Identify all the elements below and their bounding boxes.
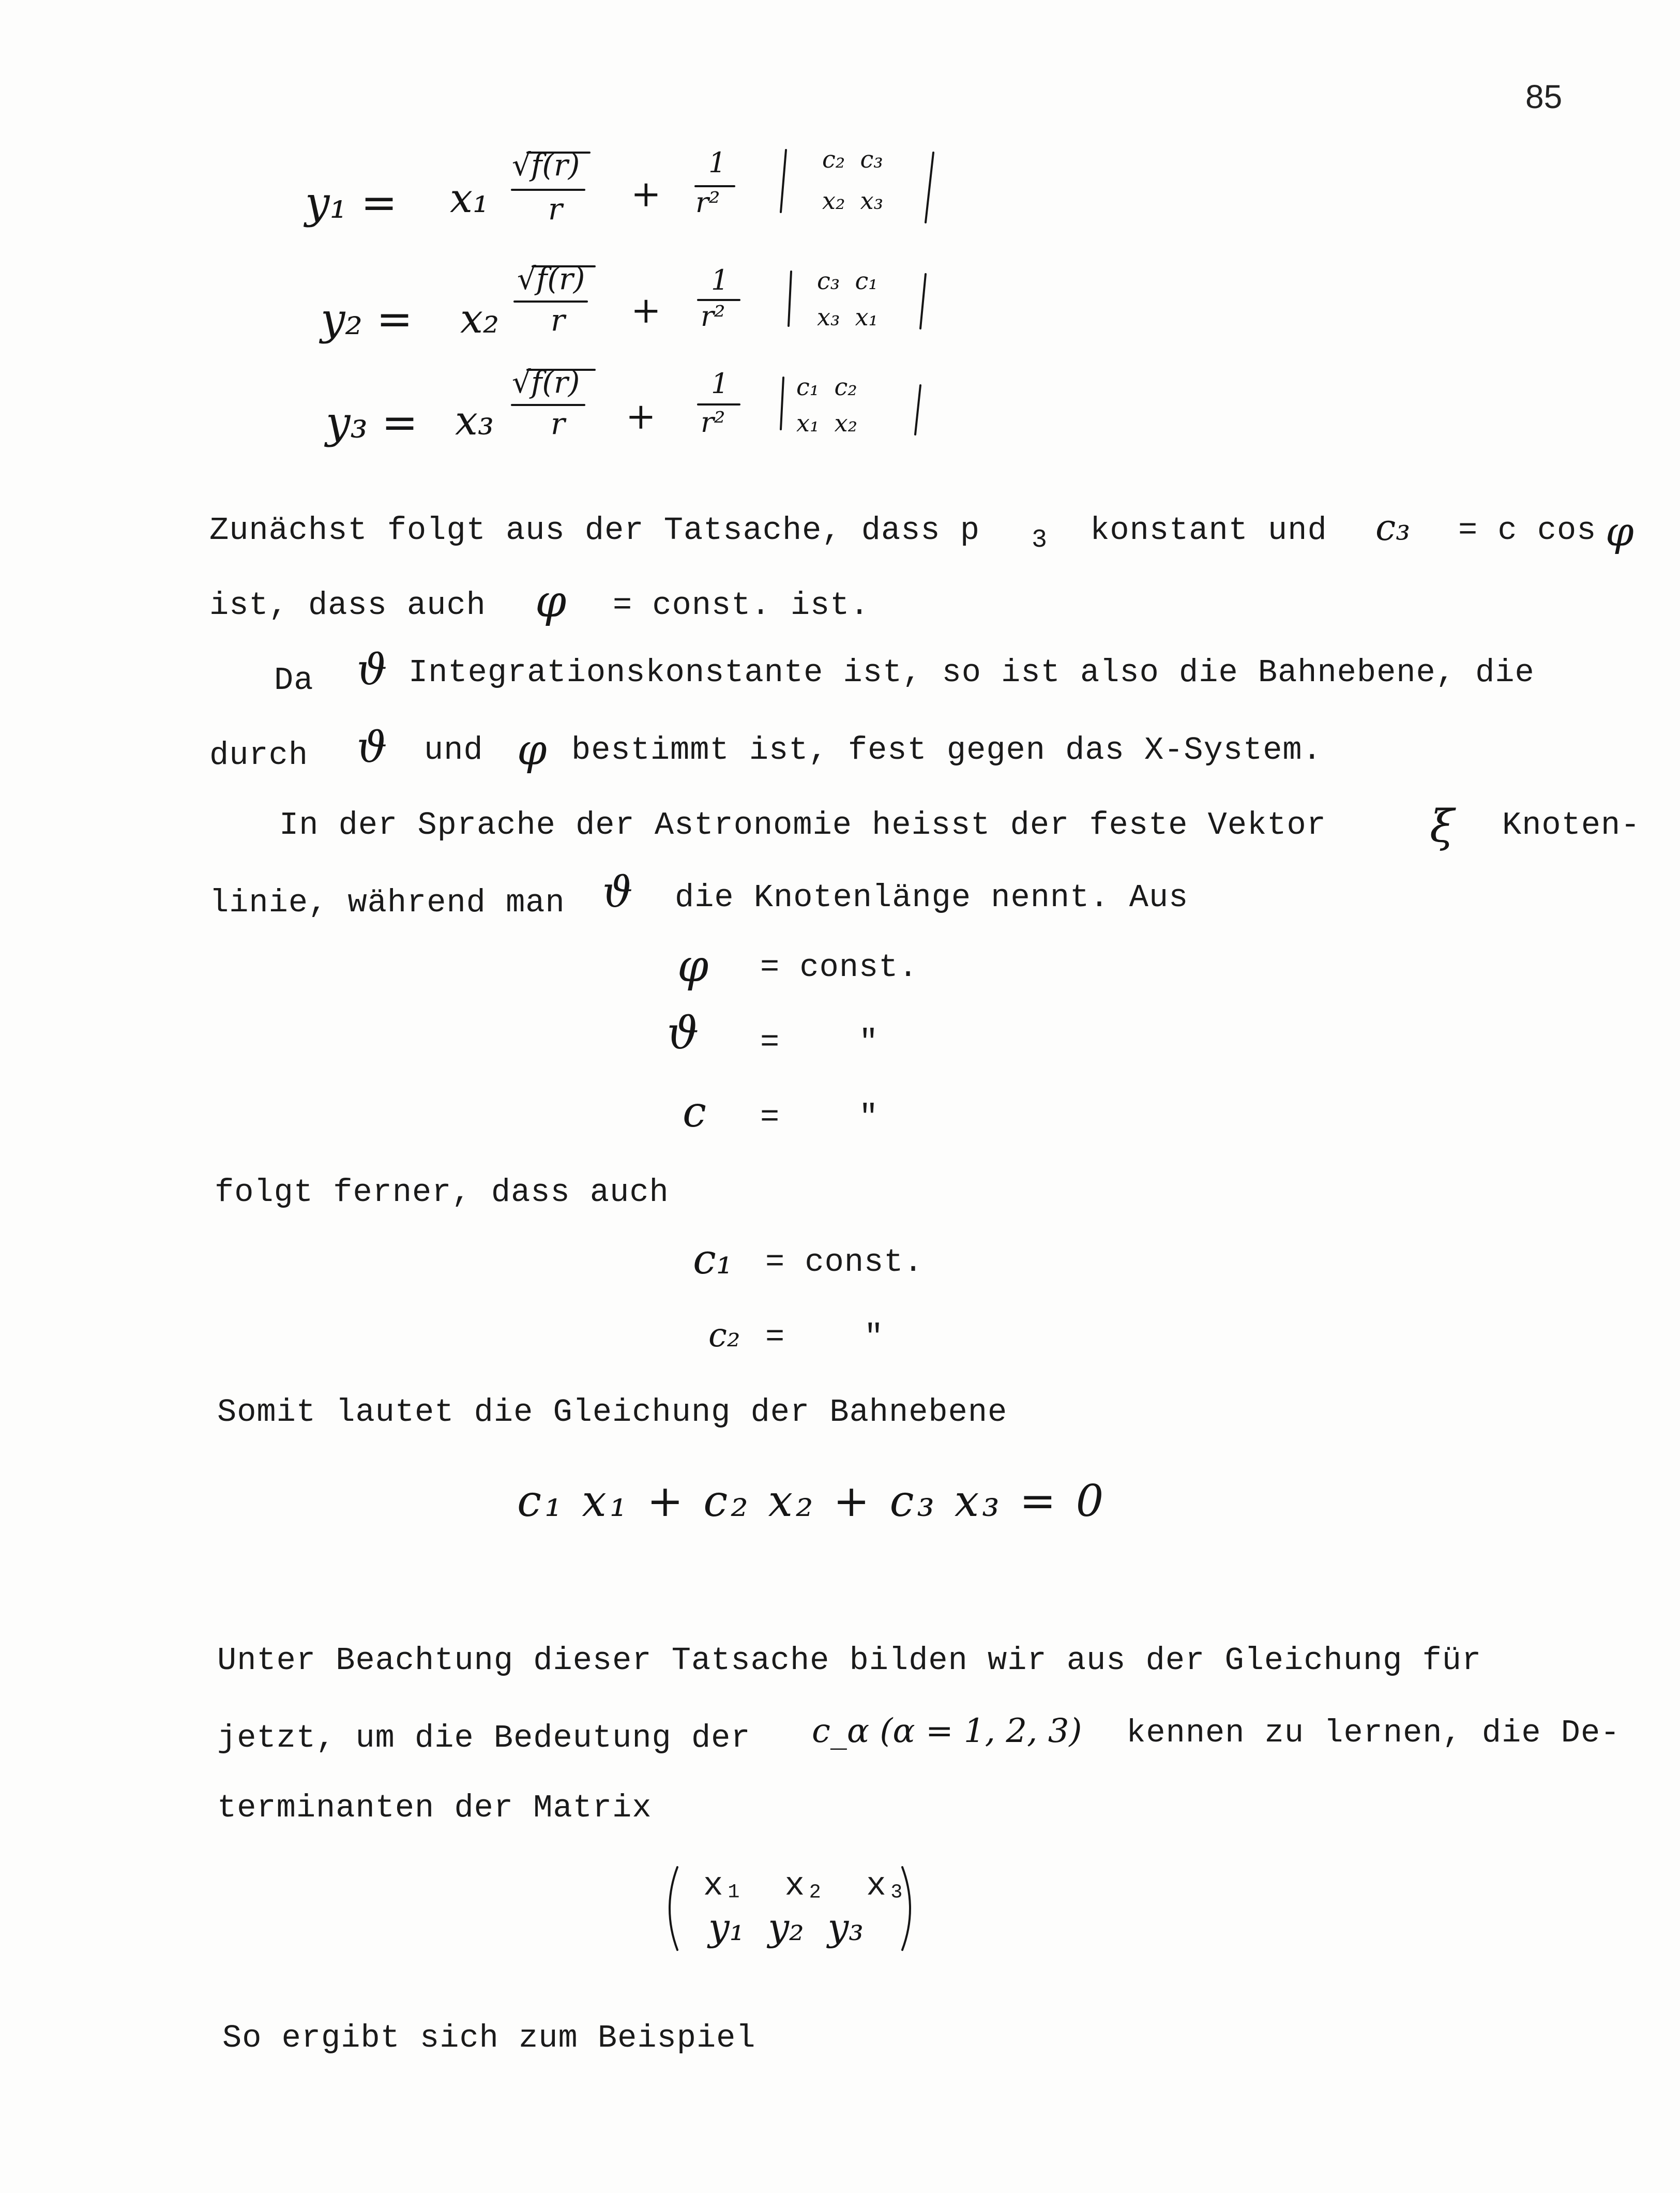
equation-y1-den: r: [548, 191, 563, 227]
paragraph-1-phi: φ: [1606, 509, 1634, 555]
equation-y3-r2: r²: [701, 406, 725, 439]
paragraph-3-line-1b: Knoten-: [1502, 807, 1641, 844]
constant-c1-symbol: c₁: [693, 1235, 733, 1283]
paragraph-6-line-3: terminanten der Matrix: [217, 1790, 652, 1826]
equation-y1-r2: r²: [695, 186, 720, 219]
equation-y3-den: r: [551, 406, 565, 441]
paragraph-6-line-2b: kennen zu lernen, die De-: [1107, 1715, 1621, 1751]
equation-y3-one: 1: [711, 367, 729, 400]
constant-c2-symbol: c₂: [708, 1316, 740, 1355]
constant-phi-value: = const.: [760, 949, 918, 986]
paragraph-1-line-2a: ist, dass auch: [209, 587, 506, 624]
paragraph-1-c3: c₃: [1375, 506, 1411, 549]
determinant-bar: [789, 272, 791, 326]
paragraph-7: So ergibt sich zum Beispiel: [222, 2020, 756, 2056]
paragraph-1-phi-2: φ: [535, 576, 567, 627]
paragraph-2-line-2c: bestimmt ist, fest gegen das X-System.: [571, 732, 1322, 769]
equation-y2-root: √f(r): [517, 261, 585, 296]
paragraph-2-theta: ϑ: [357, 645, 387, 695]
paragraph-6-line-2a: jetzt, um die Bedeutung der: [217, 1720, 770, 1756]
equation-y1-det-bot: x₂ x₃: [822, 187, 884, 215]
plane-equation: c₁ x₁ + c₂ x₂ + c₃ x₃ = 0: [517, 1476, 1107, 1526]
equation-y3-lhs: y₃ =: [326, 397, 418, 448]
equation-y3-x: x₃: [455, 398, 494, 444]
determinant-bar: [920, 274, 926, 328]
equation-y3-det-top: c₁ c₂: [796, 373, 857, 401]
constant-c-symbol: c: [683, 1088, 706, 1137]
equation-y1-plus: +: [631, 173, 661, 215]
paragraph-3-line-2a: linie, während man: [209, 884, 585, 921]
matrix-row-y: y₁ y₂ y₃: [708, 1905, 864, 1949]
paragraph-1-subscript: 3: [1032, 525, 1048, 555]
constant-theta-value: = ": [760, 1024, 879, 1061]
equation-y2-lhs: y₂ =: [321, 294, 413, 344]
paragraph-1-line-2b: = const. ist.: [613, 587, 870, 624]
equation-y3-root: √f(r): [512, 365, 580, 400]
paragraph-6-c-alpha: c_α (α = 1, 2, 3): [812, 1712, 1082, 1750]
paragraph-2-line-2a: durch: [209, 737, 328, 774]
paragraph-3-line-2b: die Knotenlänge nennt. Aus: [675, 879, 1189, 916]
constant-c2-value: = ": [765, 1319, 884, 1356]
equation-y1-root: √f(r): [512, 147, 580, 183]
equation-y2-plus: +: [631, 289, 661, 332]
paragraph-2-line-1a: Da: [274, 662, 334, 699]
matrix-left-paren: [670, 1867, 677, 1950]
paragraph-3-theta: ϑ: [602, 868, 633, 917]
paragraph-1-line-1c: = c cos: [1458, 512, 1597, 549]
determinant-bar: [781, 378, 783, 429]
paragraph-3-xi: ξ: [1430, 801, 1455, 852]
paragraph-1-line-1b: konstant und: [1070, 512, 1347, 549]
equation-y3-plus: +: [626, 395, 656, 438]
equation-y2-den: r: [551, 303, 565, 338]
paragraph-2-phi: φ: [517, 726, 547, 775]
equation-y1-one: 1: [708, 146, 727, 179]
determinant-bar: [926, 153, 933, 222]
paragraph-1-line-1a: Zunächst folgt aus der Tatsache, dass p: [209, 512, 980, 549]
paragraph-2-line-1b: Integrationskonstante ist, so ist also die Bahnebene, die: [408, 654, 1535, 691]
equation-y2-det-top: c₃ c₁: [817, 267, 878, 295]
equation-y3-det-bot: x₁ x₂: [796, 409, 858, 437]
paragraph-2-theta-2: ϑ: [357, 723, 387, 772]
equation-y1-lhs: y₁ =: [305, 177, 398, 228]
constant-c-value: = ": [760, 1099, 879, 1136]
determinant-bar: [915, 385, 920, 434]
equation-y1-x: x₁: [450, 175, 489, 222]
constant-theta-symbol: ϑ: [667, 1008, 699, 1059]
equation-y2-one: 1: [711, 264, 729, 296]
constant-phi-symbol: φ: [677, 940, 709, 992]
paragraph-6-line-1: Unter Beachtung dieser Tatsache bilden wir aus der Gleichung für: [217, 1642, 1482, 1679]
paragraph-3-line-1a: In der Sprache der Astronomie heisst der feste Vektor: [279, 807, 1346, 844]
page-number: 85: [1525, 78, 1563, 115]
paragraph-5: Somit lautet die Gleichung der Bahnebene: [217, 1394, 1008, 1431]
matrix-row-x: x₁ x₂ x₃: [703, 1868, 907, 1905]
paragraph-2-line-2b: und: [424, 732, 503, 769]
constant-c1-value: = const.: [765, 1244, 924, 1281]
paragraph-4: folgt ferner, dass auch: [215, 1174, 669, 1211]
determinant-bar: [781, 150, 786, 212]
equation-y1-det-top: c₂ c₃: [822, 145, 883, 173]
equation-y2-r2: r²: [701, 300, 725, 333]
equation-y2-x: x₂: [460, 296, 500, 342]
equation-y2-det-bot: x₃ x₁: [817, 303, 879, 331]
